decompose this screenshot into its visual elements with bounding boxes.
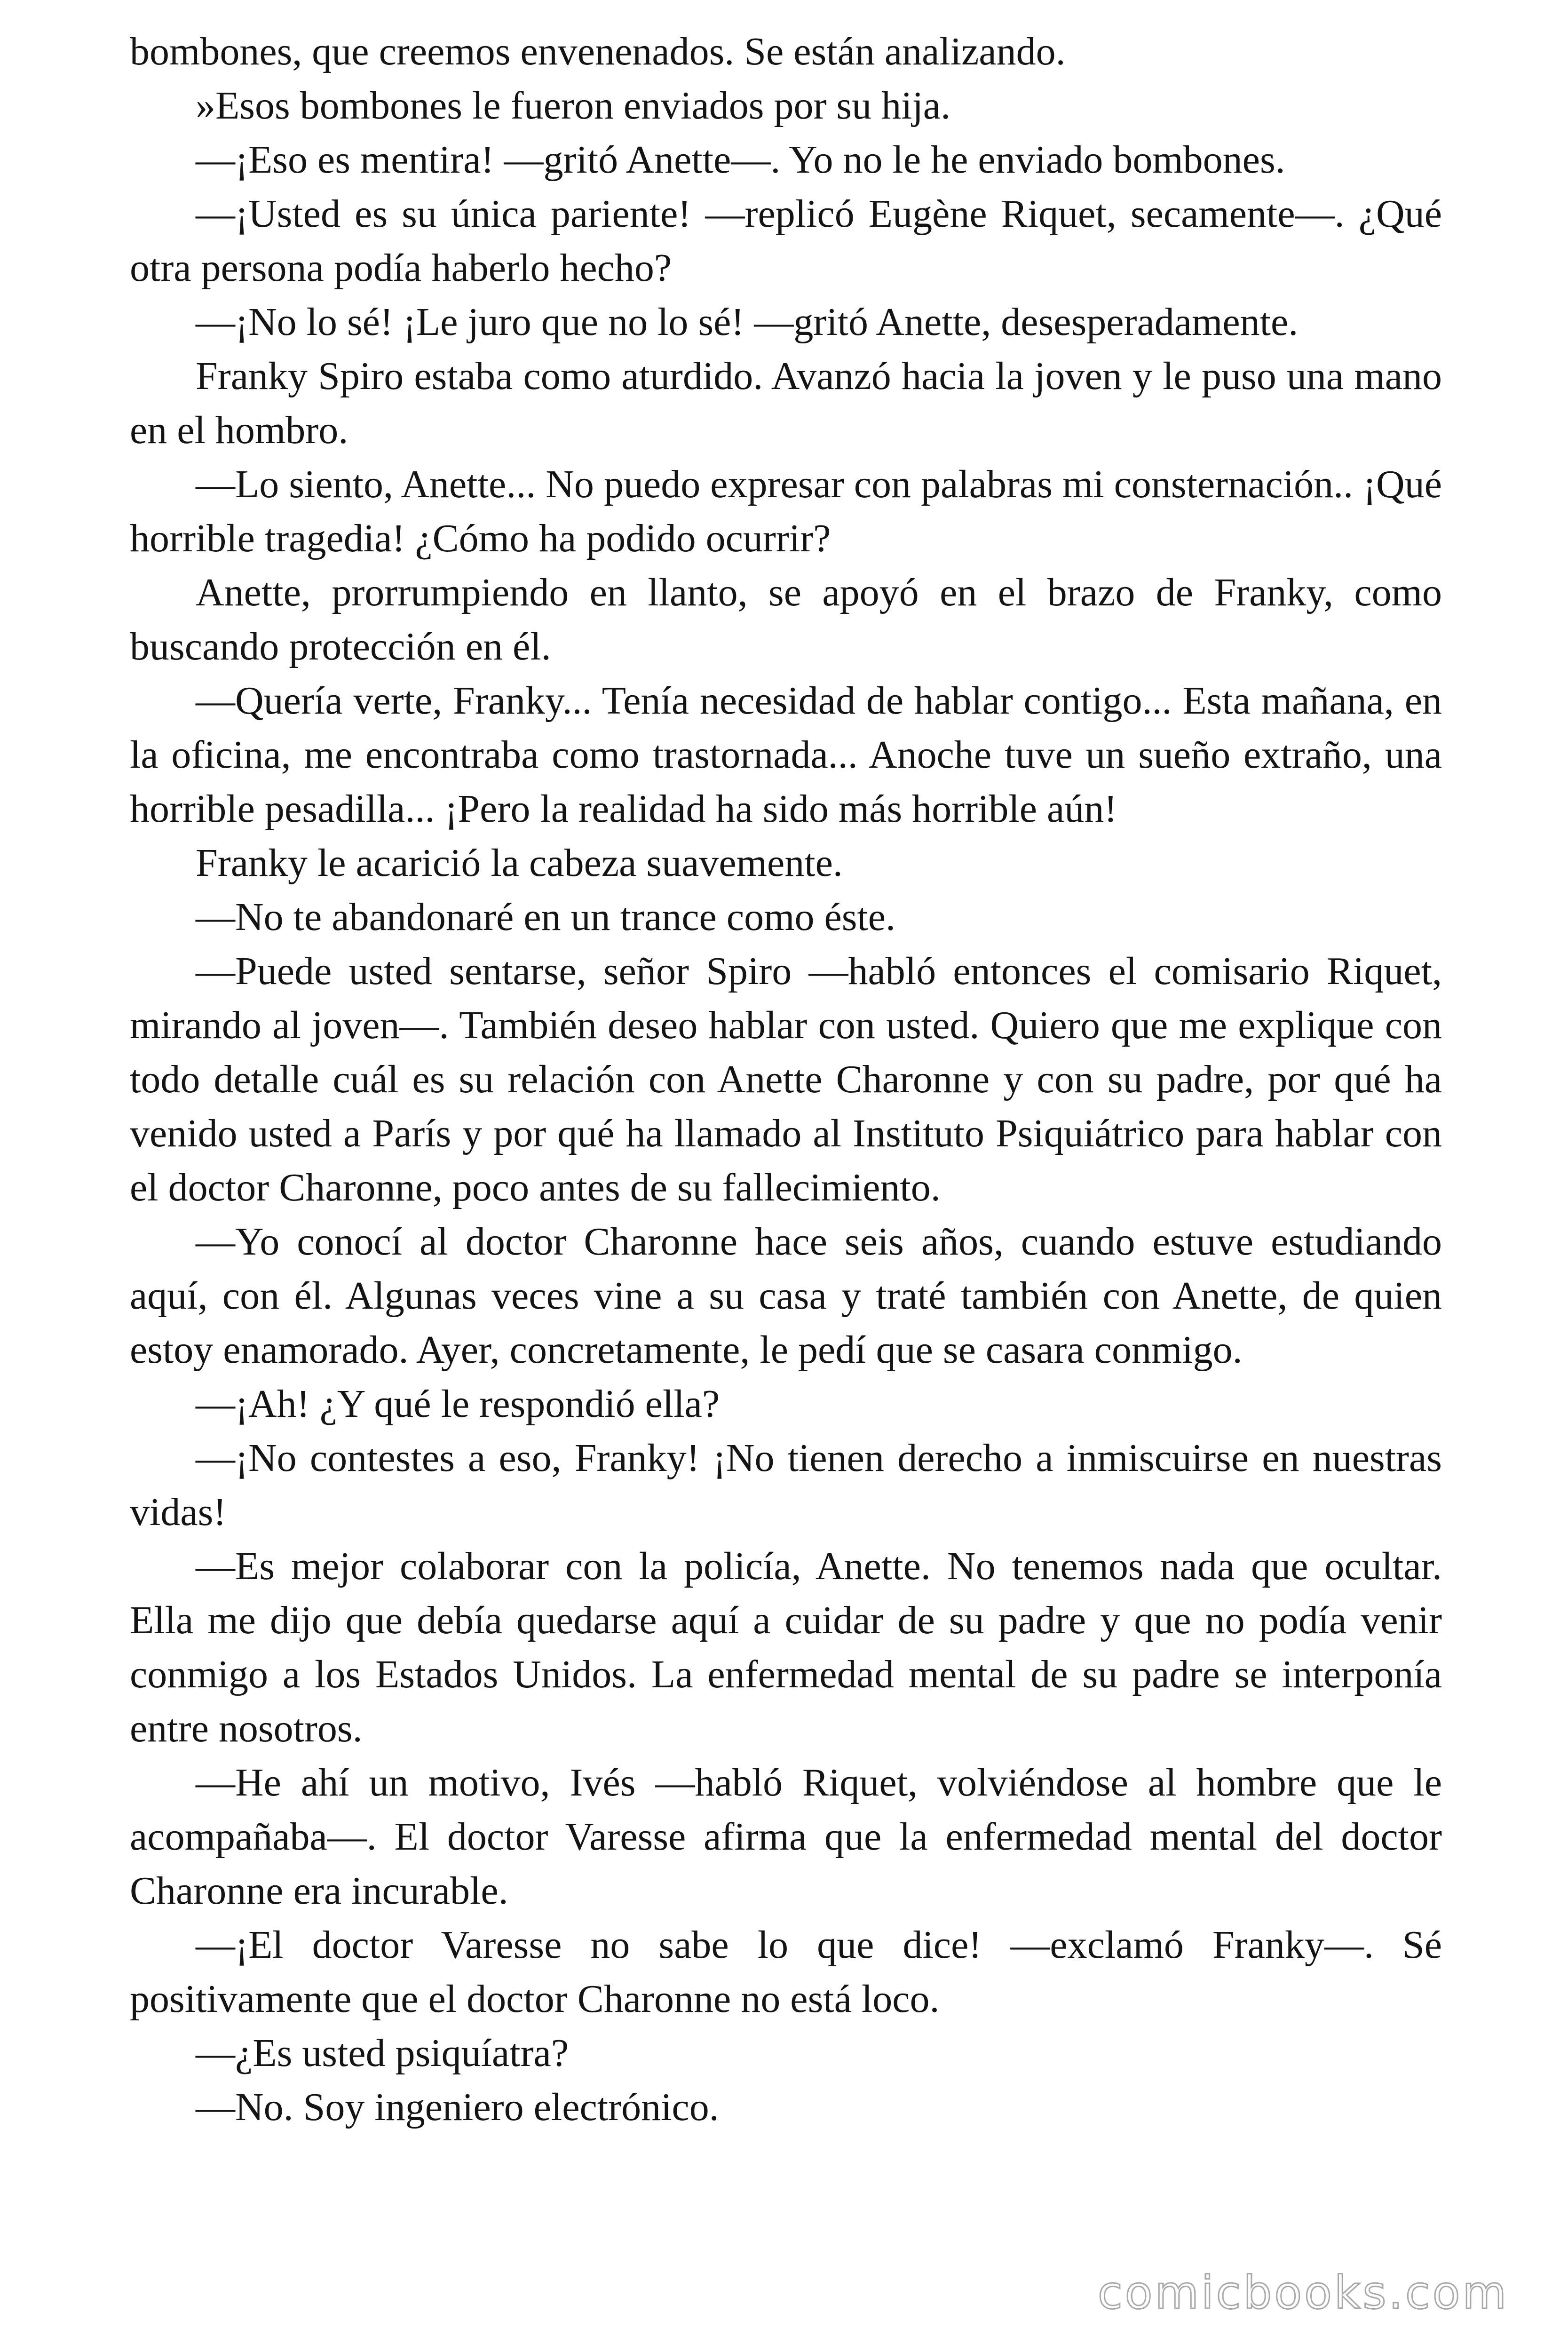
paragraph: —¡El doctor Varesse no sabe lo que dice! —exclamó Franky—. Sé positivamente que el doctor Charonne no está loco. xyxy=(130,1923,1442,2021)
paragraph: —¿Es usted psiquíatra? xyxy=(196,2031,569,2075)
paragraph: —¡No contestes a eso, Franky! ¡No tienen derecho a inmiscuirse en nuestras vidas! xyxy=(130,1436,1442,1534)
paragraph: Franky Spiro estaba como aturdido. Avanzó hacia la joven y le puso una mano en el hombro. xyxy=(130,354,1442,452)
paragraph: —He ahí un motivo, Ivés —habló Riquet, volviéndose al hombre que le acompañaba—. El doctor Varesse afirma que la enfermedad mental del doctor Charonne era incurable. xyxy=(130,1761,1442,1913)
paragraph: —¡Ah! ¿Y qué le respondió ella? xyxy=(196,1382,720,1426)
paragraph: —No te abandonaré en un trance como éste. xyxy=(196,895,896,939)
paragraph: Franky le acarició la cabeza suavemente. xyxy=(196,841,843,885)
paragraph: —No. Soy ingeniero electrónico. xyxy=(196,2085,719,2129)
paragraph: —Lo siento, Anette... No puedo expresar con palabras mi consternación.. ¡Qué horrible tragedia! ¿Cómo ha podido ocurrir? xyxy=(130,462,1442,560)
book-page-text xyxy=(130,24,1442,2134)
paragraph: —¡Eso es mentira! —gritó Anette—. Yo no le he enviado bombones. xyxy=(196,138,1285,182)
paragraph: —Yo conocí al doctor Charonne hace seis años, cuando estuve estudiando aquí, con él. Algunas veces vine a su casa y traté también con Anette, de quien estoy enamorado. Ayer, concretamente, le pedí que se casara conmigo. xyxy=(130,1220,1442,1372)
paragraph: —Es mejor colaborar con la policía, Anette. No tenemos nada que ocultar. Ella me dijo que debía quedarse aquí a cuidar de su padre y que no podía venir conmigo a los Estados Unidos. La enfermedad mental de su padre se interponía entre nosotros. xyxy=(130,1544,1442,1750)
paragraph: »Esos bombones le fueron enviados por su hija. xyxy=(196,84,951,127)
paragraph: Anette, prorrumpiendo en llanto, se apoyó en el brazo de Franky, como buscando protección en él. xyxy=(130,571,1442,668)
paragraph: bombones, que creemos envenenados. Se están analizando. xyxy=(130,30,1066,73)
paragraph: —Quería verte, Franky... Tenía necesidad de hablar contigo... Esta mañana, en la oficina, me encontraba como trastornada... Anoche tuve un sueño extraño, una horrible pesadilla... ¡Pero la realidad ha sido más horrible aún! xyxy=(130,679,1442,831)
paragraph: —¡Usted es su única pariente! —replicó Eugène Riquet, secamente—. ¿Qué otra persona podía haberlo hecho? xyxy=(130,192,1442,290)
watermark-text: comicbooks.com xyxy=(1097,2266,1509,2319)
paragraph: —Puede usted sentarse, señor Spiro —habló entonces el comisario Riquet, mirando al joven—. También deseo hablar con usted. Quiero que me explique con todo detalle cuál es su relación con Anette Charonne y con su padre, por qué ha venido usted a París y por qué ha llamado al Instituto Psiquiátrico para hablar con el doctor Charonne, poco antes de su fallecimiento. xyxy=(130,949,1442,1209)
paragraph: —¡No lo sé! ¡Le juro que no lo sé! —gritó Anette, desesperadamente. xyxy=(196,300,1299,344)
